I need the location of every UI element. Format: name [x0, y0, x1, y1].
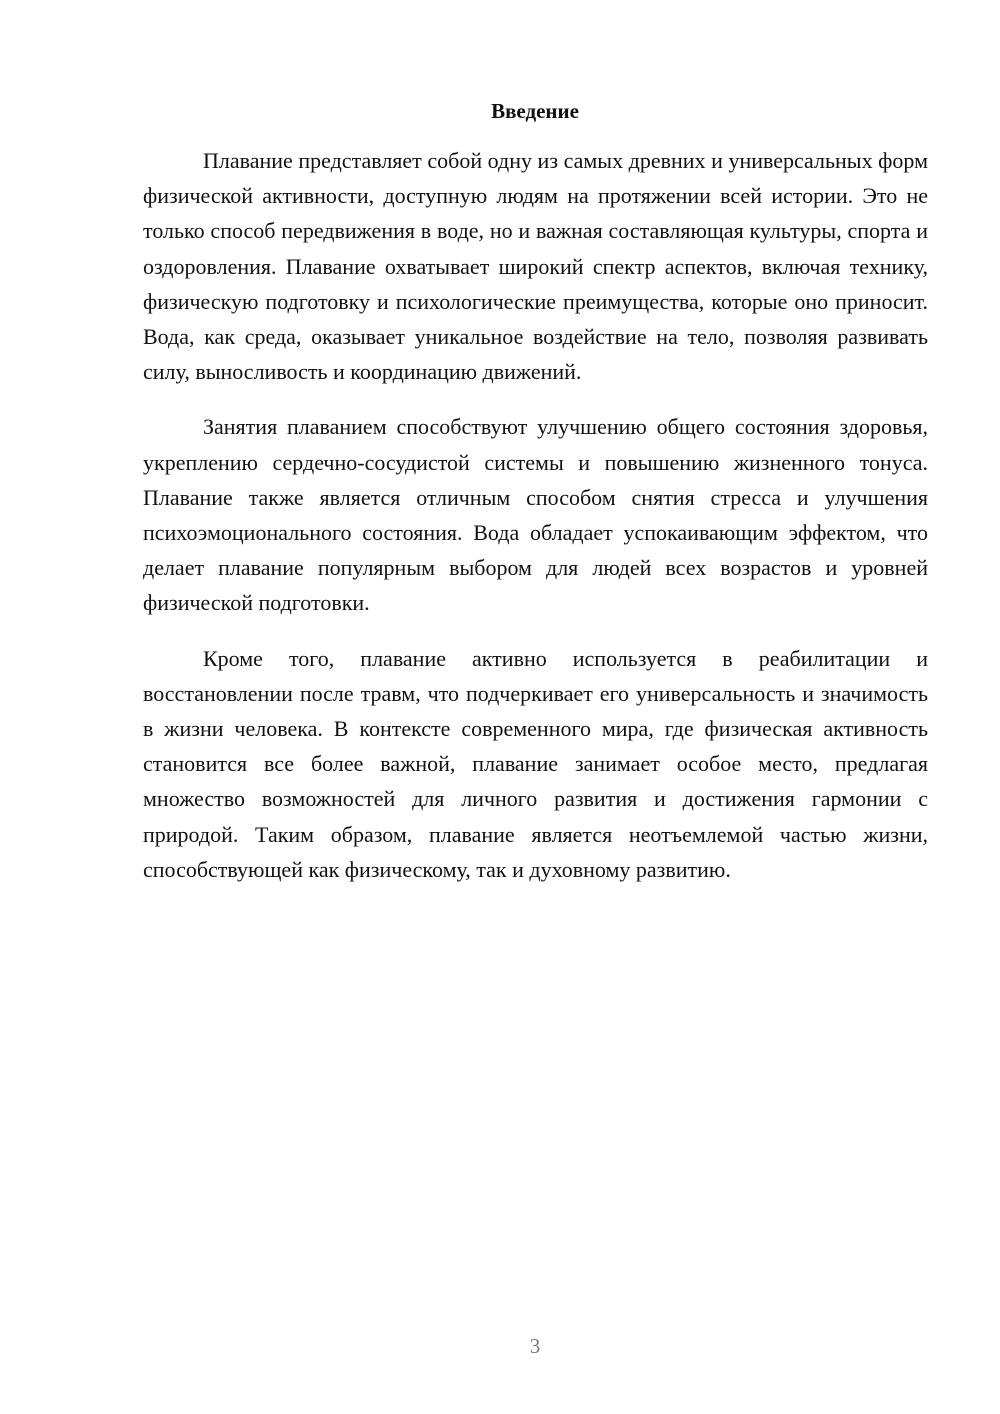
- paragraph-1: Плавание представляет собой одну из самых древних и универсальных форм физической активности, доступную людям на протяжении всей истории. Это не только способ передвижения в воде, но и важная составляющая культуры, спорта и оздоровления. Плавание охватывает широкий спектр аспектов, включая технику, физическую подготовку и психологические преимущества, которые оно приносит. Вода, как среда, оказывает уникальное воздействие на тело, позволяя развивать силу, выносливость и координацию движений.: [143, 148, 928, 385]
- paragraph-2: Занятия плаванием способствуют улучшению общего состояния здоровья, укреплению сердечно-сосудистой системы и повышению жизненного тонуса. Плавание также является отличным способом снятия стресса и улучшения психоэмоционального состояния. Вода обладает успокаивающим эффектом, что делает плавание популярным выбором для людей всех возрастов и уровней физической подготовки.: [143, 414, 928, 616]
- paragraph-3: Кроме того, плавание активно используется в реабилитации и восстановлении после травм, что подчеркивает его универсальность и значимость в жизни человека. В контексте современного мира, где физическая активность становится все более важной, плавание занимает особое место, предлагая множество возможностей для личного развития и достижения гармонии с природой. Таким образом, плавание является неотъемлемой частью жизни, способствующей как физическому, так и духовному развитию.: [143, 645, 928, 882]
- page-title: Введение: [491, 99, 579, 123]
- page-number: 3: [529, 1334, 541, 1358]
- body-text: [143, 143, 928, 887]
